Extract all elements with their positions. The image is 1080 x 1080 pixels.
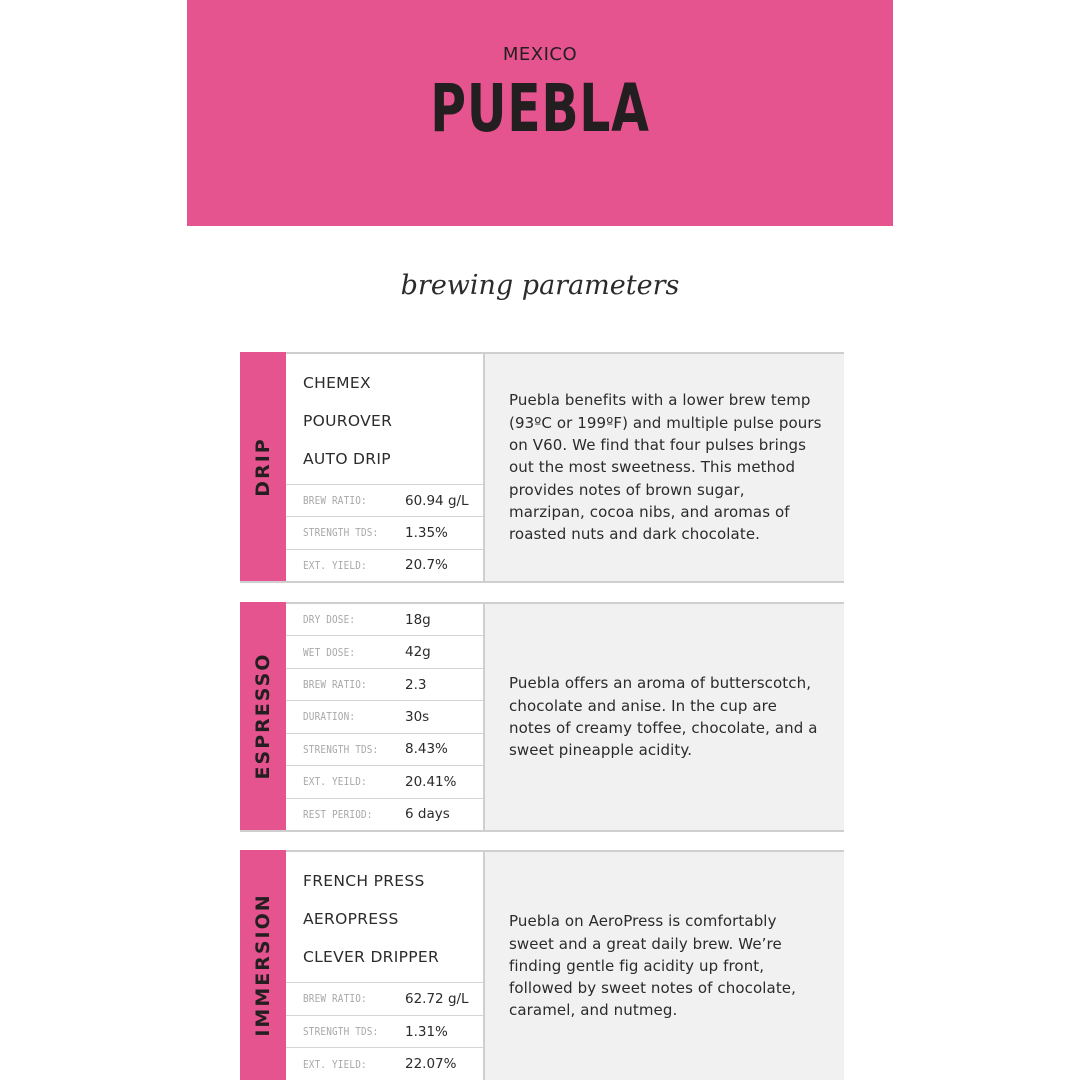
- param-value: 22.07%: [405, 1056, 457, 1073]
- page-title: PUEBLA: [430, 70, 650, 147]
- method-item: CHEMEX: [303, 374, 371, 392]
- method-item: CLEVER DRIPPER: [303, 948, 440, 966]
- immersion-label-bar: [240, 850, 286, 1080]
- param-key: EXT. YIELD:: [303, 1057, 367, 1071]
- method-item: POUROVER: [303, 412, 393, 430]
- immersion-section: [240, 850, 844, 1080]
- param-key: EXT. YIELD:: [303, 558, 367, 572]
- param-row: [286, 765, 483, 797]
- param-row: [286, 549, 483, 581]
- param-key: BREW RATIO:: [303, 494, 367, 508]
- immersion-label: IMMERSION: [252, 893, 274, 1037]
- country-label: MEXICO: [502, 44, 578, 65]
- param-key: STRENGTH TDS:: [303, 1025, 379, 1038]
- immersion-params: [286, 850, 485, 1080]
- param-key: WET DOSE:: [303, 645, 356, 659]
- espresso-description-panel: [485, 602, 844, 830]
- param-value: 20.7%: [405, 557, 448, 574]
- param-value: 2.3: [405, 676, 427, 693]
- param-row: [286, 516, 483, 548]
- param-value: 42g: [405, 644, 431, 661]
- param-key: EXT. YEILD:: [303, 775, 367, 789]
- param-value: 1.35%: [405, 524, 448, 541]
- param-row: [286, 668, 483, 700]
- param-key: REST PERIOD:: [303, 807, 373, 821]
- immersion-description: Puebla on AeroPress is comfortably sweet and a great daily brew. We’re finding gentle fig acidity up front, followed by sweet notes of chocolate, caramel, and nutmeg.: [509, 912, 797, 1020]
- espresso-label: ESPRESSO: [252, 652, 274, 780]
- param-key: DRY DOSE:: [303, 613, 356, 627]
- drip-label-bar: [240, 352, 286, 581]
- param-row: [286, 733, 483, 765]
- param-value: 30s: [405, 708, 430, 725]
- param-key: BREW RATIO:: [303, 992, 367, 1006]
- param-key: STRENGTH TDS:: [303, 742, 379, 756]
- param-row: [286, 1015, 483, 1048]
- espresso-description: Puebla offers an aroma of butterscotch, chocolate and anise. In the cup are notes of creamy toffee, chocolate, and a sweet pineapple acidity.: [509, 674, 818, 760]
- param-row: [286, 798, 483, 830]
- param-value: 6 days: [405, 806, 450, 823]
- param-value: 62.72 g/L: [405, 990, 469, 1007]
- header-banner: [187, 0, 893, 226]
- drip-params: [286, 352, 485, 581]
- param-row: [286, 635, 483, 667]
- espresso-section: [240, 602, 844, 832]
- drip-section: [240, 352, 844, 583]
- param-key: DURATION:: [303, 710, 356, 724]
- param-row: [286, 604, 483, 635]
- param-value: 1.31%: [405, 1023, 448, 1040]
- section-subtitle: brewing parameters: [400, 270, 680, 301]
- param-row: [286, 700, 483, 732]
- param-key: BREW RATIO:: [303, 678, 367, 692]
- param-row: [286, 1047, 483, 1080]
- param-value: 60.94 g/L: [405, 492, 469, 509]
- espresso-params: [286, 602, 485, 830]
- param-value: 8.43%: [405, 741, 448, 758]
- immersion-description-panel: [485, 850, 844, 1080]
- method-item: AUTO DRIP: [303, 450, 391, 468]
- param-row: [286, 982, 483, 1015]
- param-value: 18g: [405, 611, 431, 628]
- param-key: STRENGTH TDS:: [303, 526, 379, 540]
- drip-description-panel: [485, 352, 844, 581]
- immersion-methods: [286, 852, 483, 982]
- method-item: FRENCH PRESS: [303, 872, 425, 890]
- drip-label: DRIP: [252, 436, 274, 497]
- espresso-label-bar: [240, 602, 286, 830]
- method-item: AEROPRESS: [303, 910, 399, 928]
- param-value: 20.41%: [405, 773, 457, 790]
- drip-description: Puebla benefits with a lower brew temp (93ºC or 199ºF) and multiple pulse pours on V60. We find that four pulses brings out the most sweetness. This method provides notes of brown sugar, marzipan, cocoa nibs, and aromas of roasted nuts and dark chocolate.: [509, 391, 822, 544]
- param-row: [286, 484, 483, 516]
- drip-methods: [286, 354, 483, 484]
